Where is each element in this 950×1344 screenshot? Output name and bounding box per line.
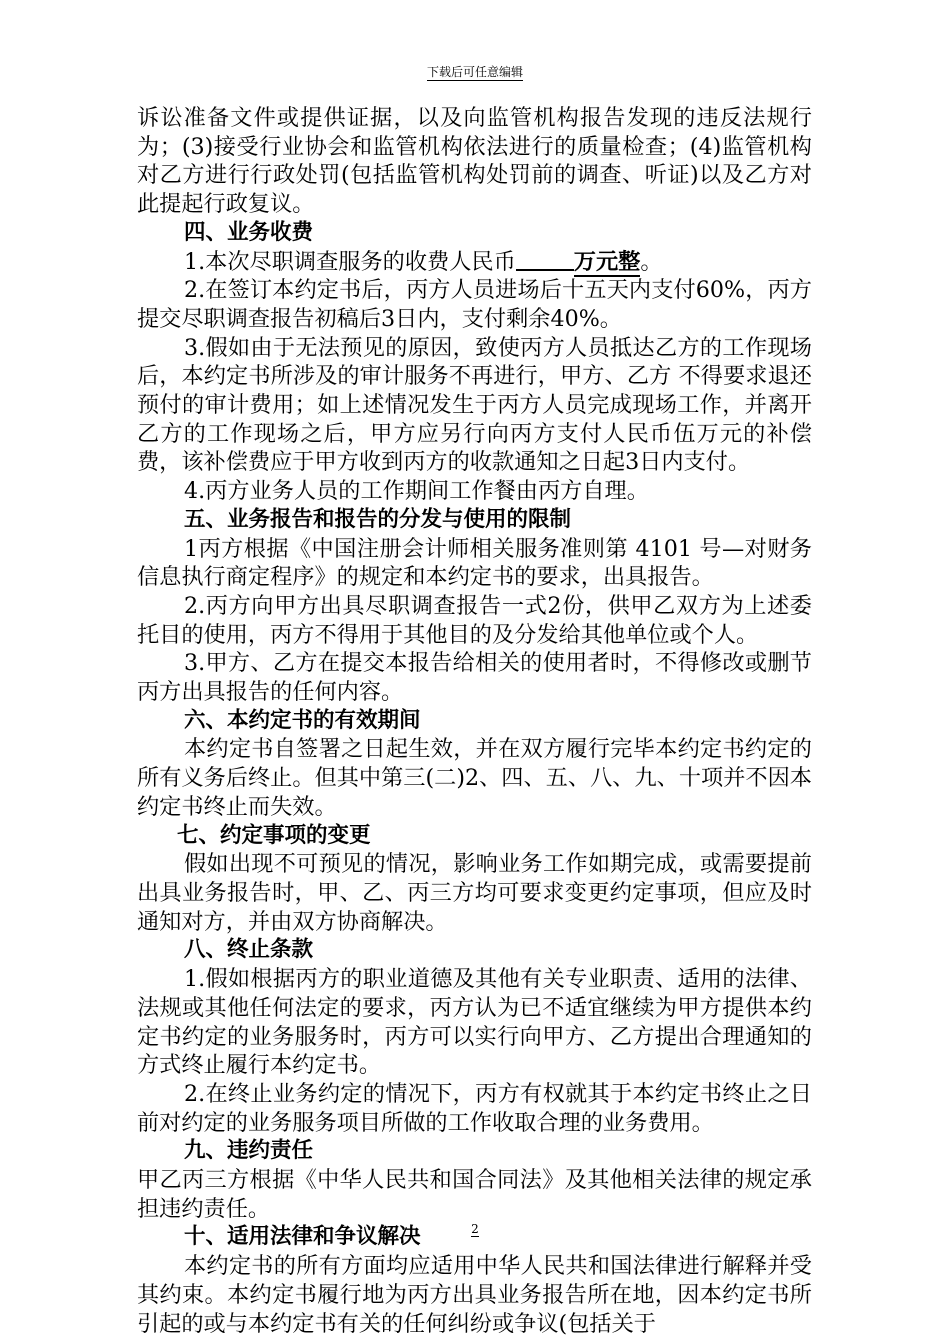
paragraph-termination-2: 2.在终止业务约定的情况下，丙方有权就其于本约定书终止之日前对约定的业务服务项目所做的工作收取合理的业务费用。 bbox=[137, 1080, 812, 1136]
section-heading-fees: 四、业务收费 bbox=[184, 219, 314, 245]
section-heading-report-restrictions: 五、业务报告和报告的分发与使用的限制 bbox=[184, 506, 572, 532]
fee-text-post: 。 bbox=[640, 248, 663, 275]
fee-text-pre: 1.本次尽职调查服务的收费人民币 bbox=[184, 248, 516, 275]
paragraph-fee-unforeseen: 3.假如由于无法预见的原因，致使丙方人员抵达乙方的工作现场后，本约定书所涉及的审计服务不再进行，甲方、乙方 不得要求退还预付的审计费用；如上述情况发生于丙方人员完成现场工作，并离开乙方的工作现场之后，甲方应另行向丙方支付人民币伍万元的补偿费，该补偿费应于甲方收到丙方的收款通知之日起3日内支付。 bbox=[137, 334, 812, 476]
paragraph-continued: 诉讼准备文件或提供证据，以及向监管机构报告发现的违反法规行为；(3)接受行业协会和监管机构依法进行的质量检查；(4)监管机构对乙方进行行政处罚(包括监管机构处罚前的调查、听证)以及乙方对此提起行政复议。 bbox=[137, 105, 812, 218]
section-heading-validity: 六、本约定书的有效期间 bbox=[184, 707, 421, 733]
page-header bbox=[0, 63, 950, 80]
paragraph-report-copies: 2.丙方向甲方出具尽职调查报告一式2份，供甲乙双方为上述委托目的使用，丙方不得用于其他目的及分发给其他单位或个人。 bbox=[137, 592, 812, 648]
paragraph-law-disputes: 本约定书的所有方面均应适用中华人民共和国法律进行解释并受其约束。本约定书履行地为丙方出具业务报告所在地，因本约定书所引起的或与本约定书有关的任何纠纷或争议(包括关于 bbox=[137, 1253, 812, 1337]
section-heading-liability: 九、违约责任 bbox=[184, 1138, 314, 1164]
paragraph-changes: 假如出现不可预见的情况，影响业务工作如期完成，或需要提前出具业务报告时，甲、乙、丙三方均可要求变更约定事项，但应及时通知对方，并由双方协商解决。 bbox=[137, 851, 812, 935]
section-heading-law-disputes: 十、适用法律和争议解决 bbox=[184, 1224, 421, 1250]
page-footer bbox=[0, 1222, 950, 1236]
section-heading-changes: 七、约定事项的变更 bbox=[177, 822, 371, 848]
section-heading-termination: 八、终止条款 bbox=[184, 937, 314, 963]
fee-blank-line bbox=[516, 249, 574, 271]
fee-unit-text: 万元整 bbox=[573, 248, 641, 275]
header-text: 下载后可任意编辑 bbox=[426, 65, 523, 79]
paragraph-fee-payment: 2.在签订本约定书后，丙方人员进场后十五天内支付60%，丙方提交尽职调查报告初稿后3日内，支付剩余40%。 bbox=[137, 277, 812, 332]
paragraph-report-basis: 1丙方根据《中国注册会计师相关服务准则第 4101 号—对财务信息执行商定程序》的规定和本约定书的要求，出具报告。 bbox=[137, 535, 812, 591]
paragraph-fee-meals: 4.丙方业务人员的工作期间工作餐由丙方自理。 bbox=[184, 478, 649, 505]
document-body bbox=[137, 104, 812, 1338]
paragraph-fee-amount bbox=[137, 248, 812, 277]
paragraph-validity: 本约定书自签署之日起生效，并在双方履行完毕本约定书约定的所有义务后终止。但其中第三(二)2、四、五、八、九、十项并不因本约定书终止而失效。 bbox=[137, 736, 812, 820]
paragraph-report-no-modify: 3.甲方、乙方在提交本报告给相关的使用者时，不得修改或删节丙方出具报告的任何内容。 bbox=[137, 650, 812, 706]
paragraph-termination-1: 1.假如根据丙方的职业道德及其他有关专业职责、适用的法律、法规或其他任何法定的要求，丙方认为已不适宜继续为甲方提供本约定书约定的业务服务时，丙方可以实行向甲方、乙方提出合理通知的方式终止履行本约定书。 bbox=[137, 966, 812, 1079]
paragraph-liability: 甲乙丙三方根据《中华人民共和国合同法》及其他相关法律的规定承担违约责任。 bbox=[137, 1167, 812, 1222]
page-number: 2 bbox=[471, 1222, 479, 1236]
